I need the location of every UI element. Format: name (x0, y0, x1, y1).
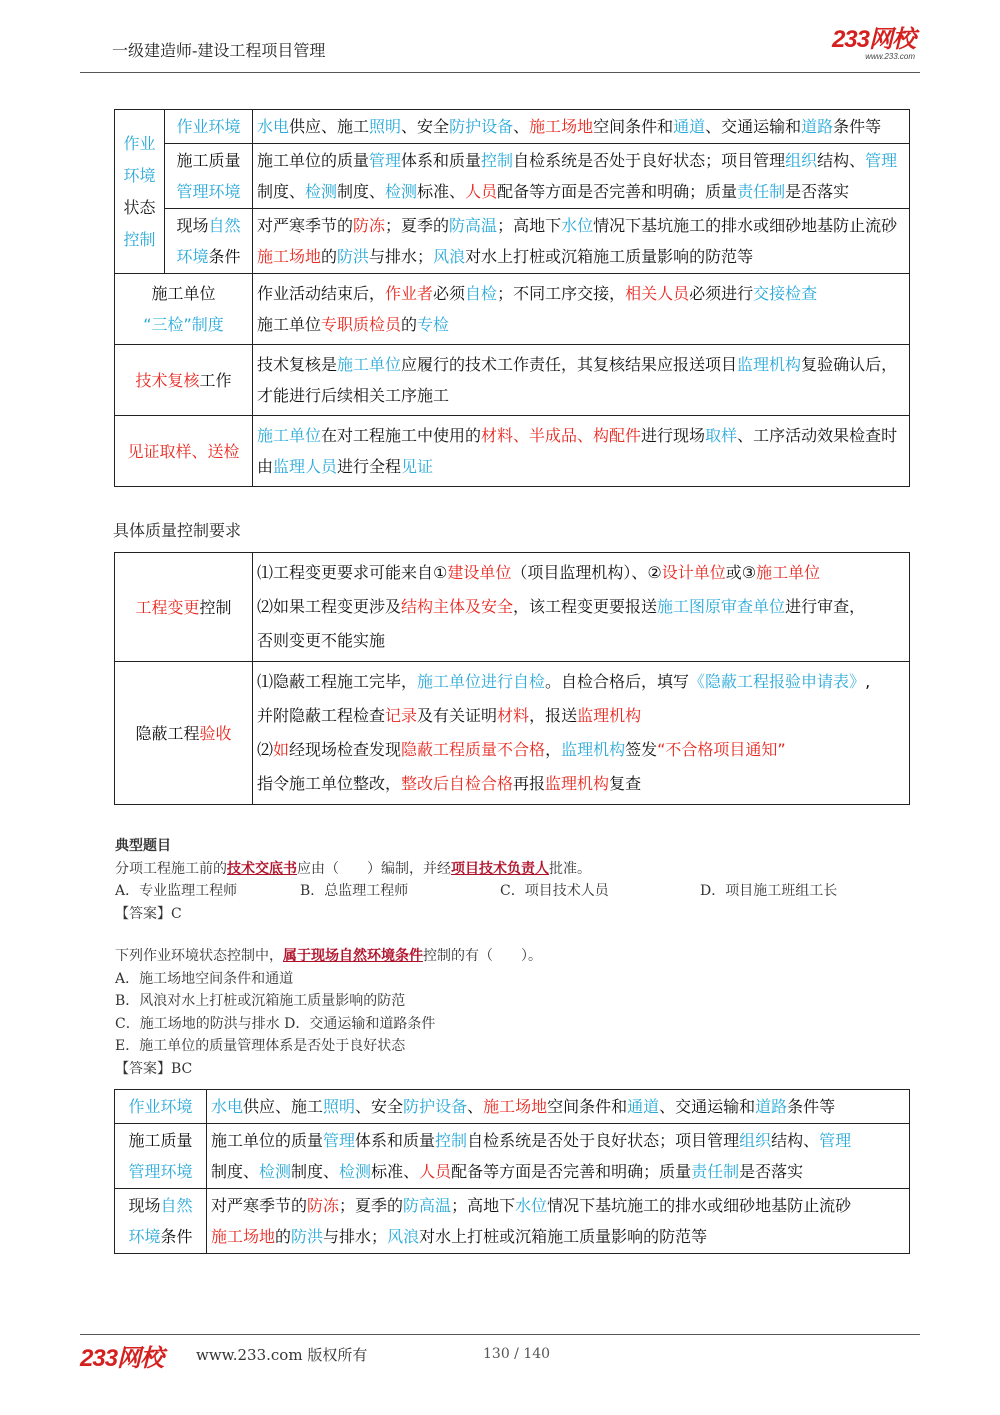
environment-control-table (114, 109, 910, 487)
q1-option-c: C．项目技术人员 (500, 883, 609, 899)
group-label-line: 环境 (123, 165, 156, 185)
text-run: ⑵ (257, 740, 274, 759)
row-content-cell (253, 345, 910, 416)
row-label-cell (115, 662, 253, 805)
footer-copyright: www.233.com 版权所有 (196, 1346, 368, 1364)
footer-logo[interactable]: 233网校 (80, 1345, 164, 1372)
row-label-cell (115, 553, 253, 662)
row-label-cell (115, 274, 253, 345)
text-run: 整改后自检合格 (401, 774, 514, 793)
table-row (115, 1189, 910, 1254)
text-run: 控制 (435, 1131, 468, 1150)
text-run: 进行审查， (785, 597, 866, 616)
text-run: 组织 (785, 151, 818, 170)
text-run: 施工单位的质量 (257, 151, 370, 170)
text-run: 施工场地 (529, 117, 594, 136)
text-run: 控制 (199, 597, 232, 617)
cell-line (119, 1125, 202, 1156)
q1-text-pre: 分项工程施工前的 (115, 860, 227, 877)
text-run: 并附隐蔽工程检查 (257, 706, 386, 725)
table-row (115, 416, 910, 487)
text-run: 通道 (627, 1097, 660, 1116)
text-run: 施工质量 (176, 151, 241, 170)
text-run: 对严寒季节的 (257, 216, 354, 235)
text-run: 现场 (128, 1196, 161, 1215)
text-run: 控制 (481, 151, 514, 170)
text-run: 现场 (176, 216, 209, 235)
text-run: 取样 (705, 426, 738, 445)
text-run: 水位 (561, 216, 594, 235)
text-run: 作业者 (385, 284, 434, 303)
cell-line (169, 145, 248, 176)
text-run: 才能进行后续相关工序施工 (257, 386, 450, 405)
text-run: 及有关证明 (417, 706, 498, 725)
text-run: 责任制 (737, 182, 786, 201)
row-content-cell (207, 1124, 910, 1189)
row-content-cell (253, 274, 910, 345)
text-run: 检测 (305, 182, 338, 201)
group-label-line: 作业 (123, 133, 156, 153)
text-run: 防洪 (291, 1227, 324, 1246)
cell-line (119, 278, 248, 309)
text-run: 在对工程施工中使用的 (321, 426, 482, 445)
text-run: 施工单位 (257, 315, 322, 334)
text-run: 的 (401, 315, 418, 334)
q1-options (115, 880, 885, 903)
text-run: 建设单位 (447, 563, 512, 582)
row-content-cell (253, 144, 910, 209)
text-run: 制度、 (257, 182, 306, 201)
text-run: 体系和质量 (355, 1131, 436, 1150)
text-run: 供应、施工 (243, 1097, 324, 1116)
text-run: 作业活动结束后， (257, 284, 386, 303)
header-divider (80, 72, 920, 73)
row-label-cell (165, 110, 253, 144)
text-run: ；高地下 (497, 216, 562, 235)
question-1 (115, 858, 885, 881)
page-number: 130 / 140 (483, 1346, 551, 1362)
cell-line (211, 1221, 905, 1252)
text-run: 施工场地 (483, 1097, 548, 1116)
text-run: 施工单位 (337, 355, 402, 374)
specific-control-table (114, 552, 910, 805)
text-run: “三检”制度 (143, 315, 224, 334)
cell-line (119, 1091, 202, 1122)
text-run: 组织 (739, 1131, 772, 1150)
text-run: （项目监理机构）、② (511, 563, 662, 582)
text-run: 、安全 (401, 117, 450, 136)
text-run: 必须 (433, 284, 466, 303)
text-run: ；高地下 (451, 1196, 516, 1215)
text-run: 防冻 (353, 216, 386, 235)
text-run: 签发 (625, 740, 658, 759)
text-run: 防冻 (307, 1196, 340, 1215)
row-content-cell (207, 1189, 910, 1254)
text-run: ， (545, 740, 562, 759)
text-run: ；不同工序交接， (497, 284, 626, 303)
text-run: 施工质量 (128, 1131, 193, 1150)
text-run: 、交通运输和 (705, 117, 802, 136)
text-run: 进行现场 (641, 426, 706, 445)
text-run: 照明 (369, 117, 402, 136)
text-run: 隐蔽工程 (135, 723, 200, 743)
header-title: 一级建造师-建设工程项目管理 (112, 41, 326, 60)
text-run: 照明 (323, 1097, 356, 1116)
text-run: 水位 (515, 1196, 548, 1215)
text-run: 监理机构 (737, 355, 802, 374)
cell-line (257, 767, 905, 801)
q1-highlight-2: 项目技术负责人 (451, 860, 549, 877)
brand-logo-text: 233网校 (831, 26, 915, 53)
row-label-cell (165, 209, 253, 274)
text-run: 管理 (865, 151, 898, 170)
text-run: 检测 (339, 1162, 372, 1181)
question-section (115, 835, 885, 1080)
cell-line (257, 210, 905, 241)
text-run: 管理环境 (176, 182, 241, 201)
text-run: 情况下基坑施工的排水或细砂地基防止流砂 (547, 1196, 852, 1215)
text-run: 必须进行 (689, 284, 754, 303)
text-run: 、安全 (355, 1097, 404, 1116)
text-run: 风浪 (433, 247, 466, 266)
text-run: 、交通运输和 (659, 1097, 756, 1116)
text-run: ，报送 (529, 706, 578, 725)
text-run: 是否落实 (785, 182, 850, 201)
text-run: 空间条件和 (593, 117, 674, 136)
cell-line (257, 309, 905, 340)
text-run: 体系和质量 (401, 151, 482, 170)
cell-line (257, 624, 905, 658)
table-row (115, 553, 910, 662)
cell-line (257, 590, 905, 624)
cell-line (257, 278, 905, 309)
table-row (115, 662, 910, 805)
text-run: 环境 (176, 247, 209, 266)
row-content-cell (253, 110, 910, 144)
text-run: 、 (513, 117, 530, 136)
question-heading: 典型题目 (115, 838, 171, 854)
text-run: 人员 (419, 1162, 452, 1181)
text-run: 技术复核是 (257, 355, 338, 374)
cell-line (257, 665, 905, 699)
text-run: 管理 (819, 1131, 852, 1150)
text-run: 条件 (160, 1227, 193, 1246)
cell-line (211, 1156, 905, 1187)
text-run: 防护设备 (449, 117, 514, 136)
text-run: 人员 (465, 182, 498, 201)
q1-option-d: D．项目施工班组工长 (700, 883, 838, 899)
text-run: 施工单位 (756, 563, 821, 582)
cell-line (169, 241, 248, 272)
cell-line (119, 365, 248, 396)
text-run: 防洪 (337, 247, 370, 266)
text-run: 配备等方面是否完善和明确；质量 (497, 182, 738, 201)
text-run: 监理机构 (545, 774, 610, 793)
cell-line (169, 176, 248, 207)
text-run: 、工序活动效果检查时 (737, 426, 898, 445)
text-run: 指令施工单位整改， (257, 774, 402, 793)
text-run: 作业环境 (128, 1097, 193, 1116)
text-run: 施工场地 (211, 1227, 276, 1246)
cell-line (119, 1156, 202, 1187)
text-run: 对水上打桩或沉箱施工质量影响的防范等 (419, 1227, 708, 1246)
text-run: 的 (275, 1227, 292, 1246)
cell-line (257, 380, 905, 411)
table-row (115, 345, 910, 416)
text-run: 作业环境 (176, 117, 241, 136)
text-run: 标准、 (371, 1162, 420, 1181)
text-run: 制度、 (211, 1162, 260, 1181)
text-run: 设计单位 (661, 563, 726, 582)
text-run: 相关人员 (625, 284, 690, 303)
text-run: 检测 (259, 1162, 292, 1181)
text-run: 风浪 (387, 1227, 420, 1246)
text-run: 与排水； (369, 247, 434, 266)
text-run: 自检系统是否处于良好状态；项目管理 (513, 151, 786, 170)
text-run: 管理 (323, 1131, 356, 1150)
text-run: 道路 (755, 1097, 788, 1116)
text-run: ；夏季的 (385, 216, 450, 235)
text-run: 监理人员 (273, 457, 338, 476)
cell-line (257, 349, 905, 380)
cell-line (119, 718, 248, 749)
cell-line (257, 241, 905, 272)
text-run: 技术复核 (135, 370, 200, 390)
row-content-cell (253, 662, 910, 805)
text-run: 条件等 (787, 1097, 836, 1116)
text-run: 施工单位进行自检 (417, 672, 546, 691)
text-run: 条件 (208, 247, 241, 266)
text-run: 管理 (369, 151, 402, 170)
text-run: 制度、 (291, 1162, 340, 1181)
cell-line (257, 111, 905, 142)
cell-line (169, 210, 248, 241)
text-run: ，该工程变更要报送 (513, 597, 658, 616)
q2-highlight: 属于现场自然环境条件 (283, 948, 423, 964)
text-run: 施工场地 (257, 247, 322, 266)
table-row (115, 1124, 910, 1189)
group-label-line: 状态 (123, 197, 156, 217)
text-run: 如 (273, 740, 290, 759)
table-row (115, 274, 910, 345)
text-run: 、 (467, 1097, 484, 1116)
text-run: 检测 (385, 182, 418, 201)
text-run: 自检系统是否处于良好状态；项目管理 (467, 1131, 740, 1150)
text-run: 材料 (497, 706, 530, 725)
q2-option-cd: C．施工场地的防洪与排水 D．交通运输和道路条件 (115, 1015, 436, 1032)
text-run: 交接检查 (753, 284, 818, 303)
text-run: 防高温 (449, 216, 498, 235)
text-run: 水电 (257, 117, 290, 136)
cell-line (119, 309, 248, 340)
cell-line (119, 1190, 202, 1221)
group-label-line: 控制 (123, 229, 156, 249)
cell-line (257, 733, 905, 767)
q2-text-post: 控制的有（ ）。 (423, 948, 542, 964)
q1-option-a: A．专业监理工程师 (115, 883, 238, 899)
text-run: 对水上打桩或沉箱施工质量影响的防范等 (465, 247, 754, 266)
text-run: 否则变更不能实施 (257, 631, 386, 650)
table-row (115, 209, 910, 274)
text-run: 是否落实 (739, 1162, 804, 1181)
footer-divider (80, 1334, 920, 1335)
text-run: 标准、 (417, 182, 466, 201)
text-run: 应履行的技术工作责任，其复核结果应报送项目 (401, 355, 738, 374)
text-run: 见证取样、送检 (127, 441, 240, 461)
text-run: 专职质检员 (321, 315, 402, 334)
text-run: 施工单位 (151, 284, 216, 303)
text-run: 配备等方面是否完善和明确；质量 (451, 1162, 692, 1181)
cell-line (169, 111, 248, 142)
q2-answer: 【答案】BC (115, 1060, 193, 1077)
text-run: 对严寒季节的 (211, 1196, 308, 1215)
text-run: 进行全程 (337, 457, 402, 476)
text-run: 隐蔽工程质量不合格 (401, 740, 546, 759)
natural-environment-table (114, 1089, 910, 1254)
row-content-cell (253, 416, 910, 487)
text-run: 结构、 (771, 1131, 820, 1150)
text-run: 的 (321, 247, 338, 266)
text-run: 或③ (725, 563, 757, 582)
text-run: 监理机构 (577, 706, 642, 725)
cell-line (257, 451, 905, 482)
text-run: 自然 (160, 1196, 193, 1215)
row-content-cell (253, 553, 910, 662)
text-run: 施工图原审查单位 (657, 597, 786, 616)
q1-text-post: 批准。 (549, 860, 591, 877)
text-run: 情况下基坑施工的排水或细砂地基防止流砂 (593, 216, 898, 235)
text-run: 通道 (673, 117, 706, 136)
row-label-cell (115, 416, 253, 487)
text-run: 水电 (211, 1097, 244, 1116)
text-run: 防护设备 (403, 1097, 468, 1116)
text-run: 验收 (199, 723, 232, 743)
q1-highlight-1: 技术交底书 (227, 860, 297, 877)
text-run: 环境 (128, 1227, 161, 1246)
text-run: 结构、 (817, 151, 866, 170)
text-run: 制度、 (337, 182, 386, 201)
q2-option-b: B．风浪对水上打桩或沉箱施工质量影响的防范 (115, 993, 406, 1009)
question-2 (115, 945, 885, 968)
text-run: 自检 (465, 284, 498, 303)
cell-line (257, 420, 905, 451)
table-row (115, 1090, 910, 1124)
text-run: 《隐蔽工程报验申请表》 (689, 672, 866, 691)
text-run: 施工单位的质量 (211, 1131, 324, 1150)
text-run: 经现场检查发现 (289, 740, 402, 759)
text-run: 施工单位 (257, 426, 322, 445)
text-run: 结构主体及安全 (401, 597, 514, 616)
text-run: 由 (257, 457, 274, 476)
cell-line (257, 145, 905, 176)
text-run: , (865, 672, 871, 691)
brand-logo-url: www.233.com (865, 52, 915, 61)
text-run: 见证 (401, 457, 434, 476)
row-content-cell (253, 209, 910, 274)
text-run: ⑴工程变更要求可能来自① (257, 563, 448, 582)
cell-line (211, 1091, 905, 1122)
text-run: 道路 (801, 117, 834, 136)
text-run: 工程变更 (135, 597, 200, 617)
cell-line (257, 699, 905, 733)
text-run: 工作 (199, 370, 232, 390)
text-run: 监理机构 (561, 740, 626, 759)
row-content-cell (207, 1090, 910, 1124)
text-run: 。自检合格后，填写 (545, 672, 690, 691)
cell-line (119, 1221, 202, 1252)
cell-line (119, 436, 248, 467)
text-run: 自然 (208, 216, 241, 235)
text-run: 再报 (513, 774, 546, 793)
text-run: ⑵如果工程变更涉及 (257, 597, 402, 616)
text-run: 复验确认后， (801, 355, 898, 374)
table-row (115, 110, 910, 144)
row-label-cell (115, 1189, 207, 1254)
brand-logo[interactable] (832, 28, 915, 61)
row-label-cell (115, 1124, 207, 1189)
cell-line (257, 556, 905, 590)
q1-text-mid: 应由（ ）编制，并经 (297, 860, 451, 877)
cell-line (119, 592, 248, 623)
text-run: 条件等 (833, 117, 882, 136)
table-row (115, 144, 910, 209)
text-run: 材料、半成品、构配件 (481, 426, 642, 445)
q2-option-e: E．施工单位的质量管理体系是否处于良好状态 (115, 1038, 406, 1054)
cell-line (211, 1125, 905, 1156)
group-label-cell (115, 110, 165, 274)
cell-line (257, 176, 905, 207)
cell-line (211, 1190, 905, 1221)
text-run: 供应、施工 (289, 117, 370, 136)
text-run: 与排水； (323, 1227, 388, 1246)
text-run: ⑴隐蔽工程施工完毕， (257, 672, 418, 691)
text-run: 空间条件和 (547, 1097, 628, 1116)
text-run: 记录 (385, 706, 418, 725)
q2-option-a: A．施工场地空间条件和通道 (115, 970, 294, 987)
text-run: 复查 (609, 774, 642, 793)
text-run: ；夏季的 (339, 1196, 404, 1215)
row-label-cell (165, 144, 253, 209)
row-label-cell (115, 1090, 207, 1124)
text-run: 责任制 (691, 1162, 740, 1181)
text-run: 防高温 (403, 1196, 452, 1215)
text-run: 专检 (417, 315, 450, 334)
q2-text-pre: 下列作业环境状态控制中， (115, 948, 283, 964)
row-label-cell (115, 345, 253, 416)
q1-answer: 【答案】C (115, 905, 182, 922)
section-label: 具体质量控制要求 (113, 521, 242, 540)
text-run: 管理环境 (128, 1162, 193, 1181)
q1-option-b: B．总监理工程师 (300, 883, 409, 899)
text-run: “不合格项目通知” (657, 740, 786, 759)
